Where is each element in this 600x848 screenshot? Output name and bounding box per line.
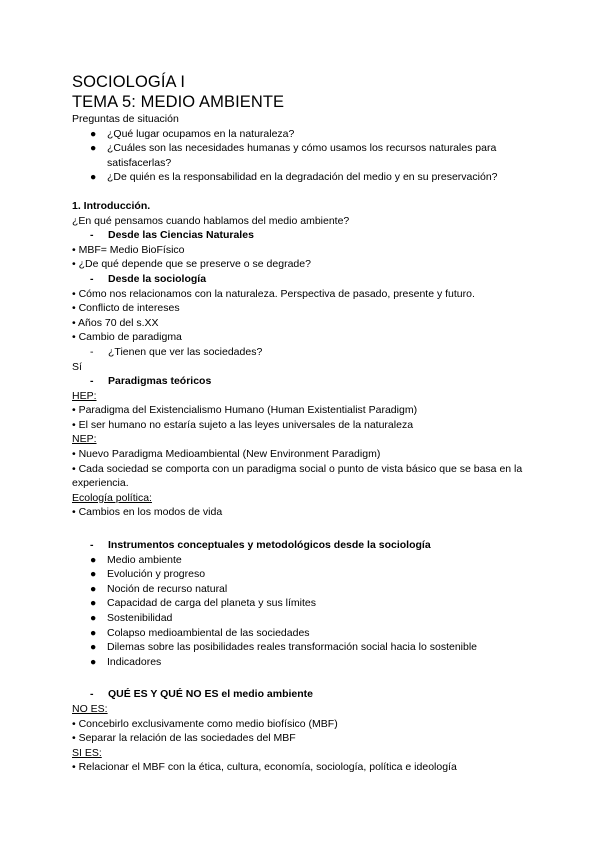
nep-line: • Nuevo Paradigma Medioambiental (New Environment Paradigm) [72, 448, 381, 461]
bullet-icon: ● [90, 641, 97, 654]
document-title-2: TEMA 5: MEDIO AMBIENTE [72, 93, 285, 111]
ciencias-line: • MBF= Medio BioFísico [72, 243, 185, 256]
paradigmas-heading: - Paradigmas teóricos [90, 375, 212, 388]
list-item: ● ¿Cuáles son las necesidades humanas y cómo usamos los recursos naturales para satisfacerlas? [90, 142, 497, 169]
list-item: ● Noción de recurso natural [90, 582, 228, 595]
intro-question: ¿En qué pensamos cuando hablamos del medio ambiente? [72, 214, 350, 227]
dash-icon: - [90, 539, 94, 552]
bullet-icon: ● [90, 171, 97, 184]
bullet-icon: ● [90, 597, 97, 610]
list-item: ● Medio ambiente [90, 553, 182, 566]
sociologia-line: • Años 70 del s.XX [72, 316, 159, 329]
dash-icon: - [90, 375, 94, 388]
list-item: ● Capacidad de carga del planeta y sus límites [90, 597, 316, 610]
dash-icon: - [90, 688, 94, 701]
situacion-list [72, 127, 532, 185]
si-answer: Sí [72, 360, 82, 373]
hep-line: • Paradigma del Existencialismo Humano (Human Existentialist Paradigm) [72, 404, 418, 417]
sociedades-question: - ¿Tienen que ver las sociedades? [90, 345, 263, 358]
bullet-icon: ● [90, 655, 97, 668]
document-title-1: SOCIOLOGÍA I [72, 73, 186, 91]
sociologia-heading: - Desde la sociología [90, 272, 207, 285]
list-item: ● ¿Qué lugar ocupamos en la naturaleza? [90, 127, 295, 140]
list-item: ● Colapso medioambiental de las sociedades [90, 626, 310, 639]
dash-icon: - [90, 272, 94, 285]
list-item: ● Evolución y progreso [90, 568, 206, 581]
sociologia-line: • Cómo nos relacionamos con la naturaleza. Perspectiva de pasado, presente y futuro. [72, 287, 475, 300]
bullet-icon: ● [90, 142, 97, 155]
ciencias-line: • ¿De qué depende que se preserve o se degrade? [72, 258, 311, 271]
list-item: ● ¿De quién es la responsabilidad en la degradación del medio y en su preservación? [90, 171, 498, 184]
noes-line: • Separar la relación de las sociedades del MBF [72, 732, 296, 745]
sociologia-line: • Conflicto de intereses [72, 302, 180, 315]
hep-line: • El ser humano no estaría sujeto a las leyes universales de la naturaleza [72, 418, 414, 431]
bullet-icon: ● [90, 568, 97, 581]
bullet-icon: ● [90, 582, 97, 595]
noes-line: • Concebirlo exclusivamente como medio biofísico (MBF) [72, 717, 338, 730]
bullet-icon: ● [90, 612, 97, 624]
ecologia-line: • Cambios en los modos de vida [72, 506, 223, 519]
sies-label: SI ES: [72, 746, 102, 759]
dash-icon: - [90, 345, 94, 358]
instrumentos-heading: - Instrumentos conceptuales y metodológicos desde la sociología [90, 539, 431, 552]
dash-icon: - [90, 229, 94, 242]
sociologia-line: • Cambio de paradigma [72, 331, 182, 344]
bullet-icon: ● [90, 553, 97, 566]
document-body [72, 72, 532, 775]
noes-label: NO ES: [72, 702, 108, 715]
list-item: ● Sostenibilidad [90, 612, 173, 624]
intro-heading: 1. Introducción. [72, 199, 151, 212]
sies-line: • Relacionar el MBF con la ética, cultura, economía, sociología, política e ideología [72, 761, 457, 774]
bullet-icon: ● [90, 127, 97, 140]
nep-label: NEP: [72, 433, 97, 446]
situacion-label: Preguntas de situación [72, 113, 179, 125]
list-item: ● Indicadores [90, 655, 162, 668]
instrumentos-list [72, 553, 532, 670]
hep-label: HEP: [72, 389, 97, 402]
bullet-icon: ● [90, 626, 97, 639]
ecologia-label: Ecología política: [72, 491, 152, 504]
queesyno-heading: - QUÉ ES Y QUÉ NO ES el medio ambiente [90, 688, 314, 701]
ciencias-heading: - Desde las Ciencias Naturales [90, 229, 254, 242]
list-item: ● Dilemas sobre las posibilidades reales transformación social hacia lo sostenible [90, 641, 478, 654]
nep-line: • Cada sociedad se comporta con un paradigma social o punto de vista básico que se basa en la experiencia. [72, 462, 523, 490]
